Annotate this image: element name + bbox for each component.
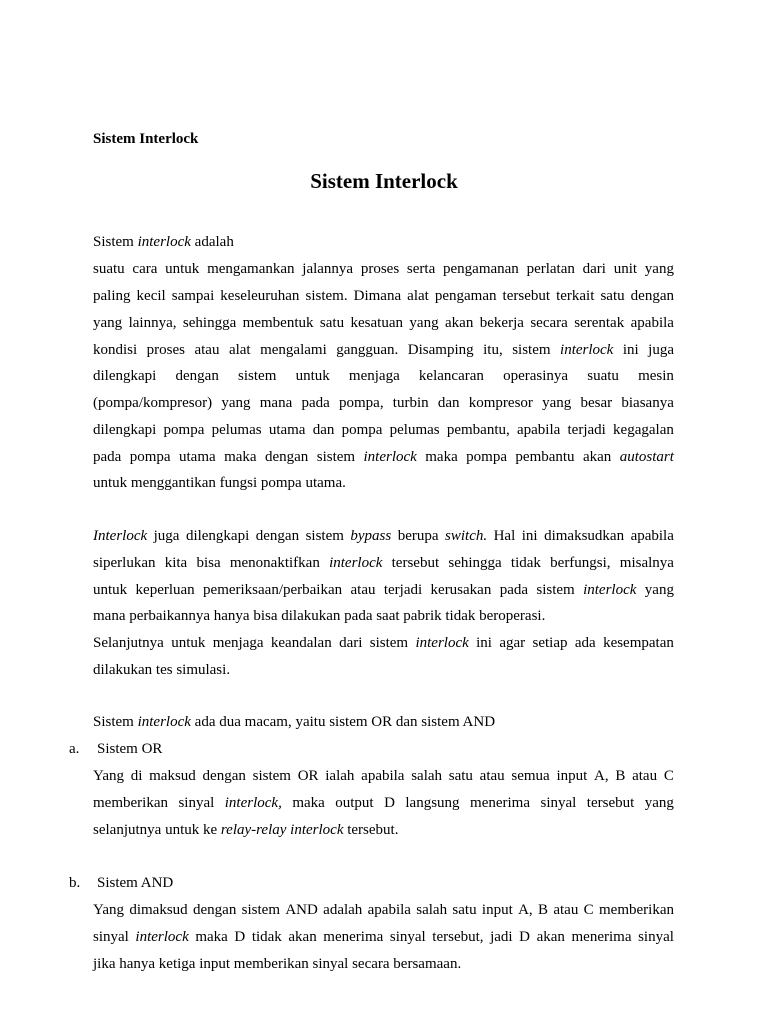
word: keseleuruhan bbox=[220, 288, 300, 304]
word: mana bbox=[259, 395, 293, 411]
word: satu bbox=[448, 768, 473, 784]
word: apabila bbox=[516, 422, 561, 438]
word: sistem bbox=[305, 528, 344, 544]
paragraph-2-line-3: mana perbaikannya hanya bisa dilakukan pada saat pabrik tidak beroperasi. bbox=[93, 608, 546, 624]
word: yang bbox=[93, 315, 123, 331]
word: serentak bbox=[574, 315, 625, 331]
word: itu, bbox=[483, 342, 503, 358]
word: dilengkapi bbox=[93, 422, 157, 438]
paragraph-2-line-5: dilakukan tes simulasi. bbox=[93, 662, 231, 678]
word: keperluan bbox=[135, 582, 195, 598]
word: keandalan bbox=[270, 635, 332, 651]
word: adalah bbox=[323, 902, 363, 918]
word: yang bbox=[221, 395, 251, 411]
section-a-line-1 bbox=[93, 793, 674, 813]
word: pompa bbox=[341, 422, 383, 438]
word: pada bbox=[499, 582, 529, 598]
word: pembantu, bbox=[446, 422, 510, 438]
word: untuk bbox=[171, 635, 206, 651]
word: akan bbox=[288, 929, 317, 945]
word: ini bbox=[521, 528, 538, 544]
word: operasinya bbox=[503, 368, 569, 384]
word: dari bbox=[339, 635, 363, 651]
word: C bbox=[583, 902, 594, 918]
word: secara bbox=[530, 315, 568, 331]
word: pembantu bbox=[515, 449, 575, 465]
word: interlock bbox=[560, 342, 614, 358]
header-label: Sistem Interlock bbox=[93, 131, 199, 147]
paragraph-1-line-8 bbox=[93, 447, 674, 467]
section-a-marker: a. bbox=[69, 741, 80, 757]
word: dengan bbox=[255, 528, 300, 544]
word: pelumas bbox=[211, 422, 262, 438]
word: sinyal bbox=[389, 929, 426, 945]
word: menerima bbox=[470, 795, 531, 811]
word: sinyal bbox=[540, 795, 577, 811]
word: sistem bbox=[241, 902, 280, 918]
word: mengamankan bbox=[207, 261, 295, 277]
word: proses bbox=[360, 261, 400, 277]
word: interlock bbox=[329, 555, 383, 571]
word: tidak bbox=[510, 555, 541, 571]
word: misalnya bbox=[619, 555, 674, 571]
word: apabila bbox=[630, 528, 674, 544]
word: OR bbox=[297, 768, 319, 784]
section-b-line-2: jika hanya ketiga input memberikan sinyal secara bersamaan. bbox=[93, 956, 462, 972]
paragraph-2-line-4 bbox=[93, 633, 674, 653]
word: interlock bbox=[415, 635, 469, 651]
word: atau bbox=[632, 768, 658, 784]
word: apabila bbox=[630, 315, 674, 331]
word: sinyal bbox=[638, 929, 674, 945]
word: yang bbox=[644, 795, 674, 811]
word: akan bbox=[536, 929, 565, 945]
word: proses bbox=[146, 342, 185, 358]
word: D bbox=[519, 929, 531, 945]
word: kesatuan bbox=[350, 315, 403, 331]
word: menonaktifkan bbox=[229, 555, 320, 571]
word: utama bbox=[268, 422, 306, 438]
word: kegagalan bbox=[613, 422, 674, 438]
word: yang bbox=[542, 395, 572, 411]
section-b-marker: b. bbox=[69, 875, 81, 891]
word: salah bbox=[411, 768, 443, 784]
word: switch. bbox=[445, 528, 488, 544]
word: sistem bbox=[252, 768, 291, 784]
word: maka bbox=[292, 795, 325, 811]
paragraph-1-line-6 bbox=[93, 393, 674, 413]
word: jadi bbox=[490, 929, 513, 945]
word: AND bbox=[285, 902, 318, 918]
word: Disamping bbox=[407, 342, 474, 358]
paragraph-1-line-5 bbox=[93, 366, 674, 386]
word: Hal bbox=[493, 528, 516, 544]
word: interlock, bbox=[224, 795, 282, 811]
word: juga bbox=[648, 342, 674, 358]
word: sinyal bbox=[178, 795, 215, 811]
word: tidak bbox=[251, 929, 282, 945]
word: interlock bbox=[363, 449, 417, 465]
word: interlock bbox=[135, 929, 189, 945]
word: pompa bbox=[163, 422, 205, 438]
word: pompa, bbox=[339, 395, 384, 411]
word: biasanya bbox=[621, 395, 674, 411]
word: pompa bbox=[466, 449, 507, 465]
word: kita bbox=[164, 555, 188, 571]
word: menerima bbox=[571, 929, 632, 945]
word: terkait bbox=[556, 288, 595, 304]
word: D bbox=[384, 795, 395, 811]
word: Yang bbox=[93, 768, 124, 784]
word: cara bbox=[132, 261, 158, 277]
page-title: Sistem Interlock bbox=[310, 169, 458, 193]
word: atau bbox=[553, 902, 579, 918]
word: yang bbox=[644, 261, 674, 277]
word: sehingga bbox=[448, 555, 502, 571]
word: A, bbox=[518, 902, 533, 918]
word: apabila bbox=[361, 768, 405, 784]
word: sistem bbox=[316, 449, 356, 465]
word: memberikan bbox=[93, 795, 168, 811]
word: D bbox=[234, 929, 246, 945]
word: suatu bbox=[587, 368, 619, 384]
word: satu bbox=[600, 288, 625, 304]
word: dengan bbox=[202, 768, 246, 784]
word: autostart bbox=[619, 449, 674, 465]
word: sampai bbox=[171, 288, 215, 304]
word: berupa bbox=[397, 528, 439, 544]
paragraph-1-line-7 bbox=[93, 420, 674, 440]
word: dimaksudkan bbox=[544, 528, 625, 544]
section-b-line-0 bbox=[93, 900, 674, 920]
word: mengalami bbox=[260, 342, 327, 358]
word: dengan bbox=[193, 902, 237, 918]
word: ialah bbox=[325, 768, 355, 784]
paragraph-1-line-4 bbox=[93, 340, 674, 360]
word: tersebut bbox=[391, 555, 440, 571]
word: tersebut bbox=[502, 288, 551, 304]
word: alat bbox=[407, 288, 429, 304]
word: ada bbox=[574, 635, 596, 651]
word: tersebut, bbox=[432, 929, 484, 945]
word: dilengkapi bbox=[185, 528, 250, 544]
word: sistem. bbox=[305, 288, 348, 304]
word: siperlukan bbox=[93, 555, 156, 571]
word: Selanjutnya bbox=[93, 635, 164, 651]
word: semua bbox=[511, 768, 550, 784]
word: agar bbox=[499, 635, 526, 651]
word: B bbox=[615, 768, 626, 784]
word: B bbox=[538, 902, 549, 918]
word: kerusakan bbox=[430, 582, 492, 598]
paragraph-3-line-0: Sistem interlock ada dua macam, yaitu sistem OR dan sistem AND bbox=[93, 714, 496, 730]
word: dengan bbox=[630, 288, 674, 304]
word: dari bbox=[582, 261, 606, 277]
word: untuk bbox=[295, 368, 330, 384]
word: setiap bbox=[532, 635, 568, 651]
word: lainnya, bbox=[128, 315, 177, 331]
word: kelancaran bbox=[418, 368, 484, 384]
word: akan bbox=[582, 449, 612, 465]
word: menjaga bbox=[212, 635, 264, 651]
word: menerima bbox=[323, 929, 384, 945]
word: unit bbox=[613, 261, 638, 277]
word: besar bbox=[580, 395, 613, 411]
word: sinyal bbox=[93, 929, 129, 945]
word: pelumas bbox=[389, 422, 440, 438]
word: berfungsi, bbox=[550, 555, 611, 571]
word: langsung bbox=[405, 795, 460, 811]
word: A, bbox=[594, 768, 609, 784]
word: interlock bbox=[583, 582, 637, 598]
word: paling bbox=[93, 288, 131, 304]
word: tersebut bbox=[586, 795, 635, 811]
word: dan bbox=[437, 395, 460, 411]
word: suatu bbox=[93, 261, 125, 277]
word: bekerja bbox=[479, 315, 524, 331]
section-a-line-0 bbox=[93, 766, 674, 786]
paragraph-2-line-2 bbox=[93, 580, 674, 600]
word: memberikan bbox=[599, 902, 674, 918]
word: dan bbox=[312, 422, 335, 438]
word: maka bbox=[195, 929, 228, 945]
word: jalannya bbox=[302, 261, 354, 277]
word: sistem bbox=[369, 635, 409, 651]
word: Yang bbox=[93, 902, 124, 918]
paragraph-1-line-3 bbox=[93, 313, 674, 333]
word: pompa bbox=[129, 449, 171, 465]
word: ini bbox=[476, 635, 492, 651]
word: menjaga bbox=[348, 368, 400, 384]
section-b-heading: Sistem AND bbox=[97, 875, 174, 891]
word: gangguan. bbox=[336, 342, 399, 358]
word: Interlock bbox=[93, 528, 148, 544]
word: output bbox=[335, 795, 374, 811]
paragraph-2-line-1 bbox=[93, 553, 674, 573]
word: pada bbox=[301, 395, 330, 411]
word: maka bbox=[224, 449, 257, 465]
paragraph-2-line-0 bbox=[93, 526, 674, 546]
word: membentuk bbox=[242, 315, 314, 331]
word: sistem bbox=[238, 368, 277, 384]
word: utama bbox=[179, 449, 216, 465]
word: yang bbox=[409, 315, 439, 331]
paragraph-1-line-9: untuk menggantikan fungsi pompa utama. bbox=[93, 475, 346, 491]
word: perlatan bbox=[526, 261, 575, 277]
word: kompresor bbox=[468, 395, 533, 411]
word: dengan bbox=[175, 368, 219, 384]
word: pada bbox=[93, 449, 122, 465]
word: sehingga bbox=[182, 315, 237, 331]
word: serta bbox=[406, 261, 436, 277]
paragraph-1-line-0: Sistem interlock adalah bbox=[93, 234, 234, 250]
word: sistem bbox=[536, 582, 575, 598]
section-a-heading: Sistem OR bbox=[97, 741, 163, 757]
word: dilengkapi bbox=[93, 368, 157, 384]
word: pengamanan bbox=[443, 261, 519, 277]
word: akan bbox=[445, 315, 474, 331]
word: alat bbox=[228, 342, 251, 358]
word: kondisi bbox=[93, 342, 138, 358]
word: input bbox=[556, 768, 588, 784]
word: ini bbox=[622, 342, 639, 358]
word: C bbox=[663, 768, 674, 784]
word: juga bbox=[153, 528, 180, 544]
word: untuk bbox=[93, 582, 128, 598]
word: atau bbox=[194, 342, 220, 358]
paragraph-1-line-1 bbox=[93, 259, 674, 279]
word: dimaksud bbox=[129, 902, 188, 918]
word: atau bbox=[479, 768, 505, 784]
word: turbin bbox=[392, 395, 429, 411]
word: di bbox=[130, 768, 143, 784]
word: input bbox=[481, 902, 513, 918]
word: kesempatan bbox=[603, 635, 674, 651]
word: yang bbox=[644, 582, 674, 598]
word: mesin bbox=[638, 368, 674, 384]
word: pemeriksaan/perbaikan bbox=[203, 582, 343, 598]
word: sistem bbox=[512, 342, 551, 358]
section-a-line-2: selanjutnya untuk ke relay-relay interlock tersebut. bbox=[93, 822, 399, 838]
word: (pompa/kompresor) bbox=[93, 395, 213, 411]
word: dengan bbox=[264, 449, 309, 465]
word: apabila bbox=[367, 902, 411, 918]
word: terjadi bbox=[567, 422, 606, 438]
word: pengaman bbox=[434, 288, 497, 304]
word: bisa bbox=[196, 555, 221, 571]
word: untuk bbox=[165, 261, 200, 277]
word: maka bbox=[425, 449, 458, 465]
section-b-line-1 bbox=[93, 927, 674, 947]
word: satu bbox=[319, 315, 345, 331]
word: bypass bbox=[350, 528, 392, 544]
word: Dimana bbox=[353, 288, 402, 304]
word: satu bbox=[452, 902, 477, 918]
word: salah bbox=[416, 902, 448, 918]
paragraph-1-line-2 bbox=[93, 286, 674, 306]
word: atau bbox=[350, 582, 376, 598]
word: maksud bbox=[149, 768, 196, 784]
word: kecil bbox=[136, 288, 166, 304]
word: terjadi bbox=[383, 582, 423, 598]
